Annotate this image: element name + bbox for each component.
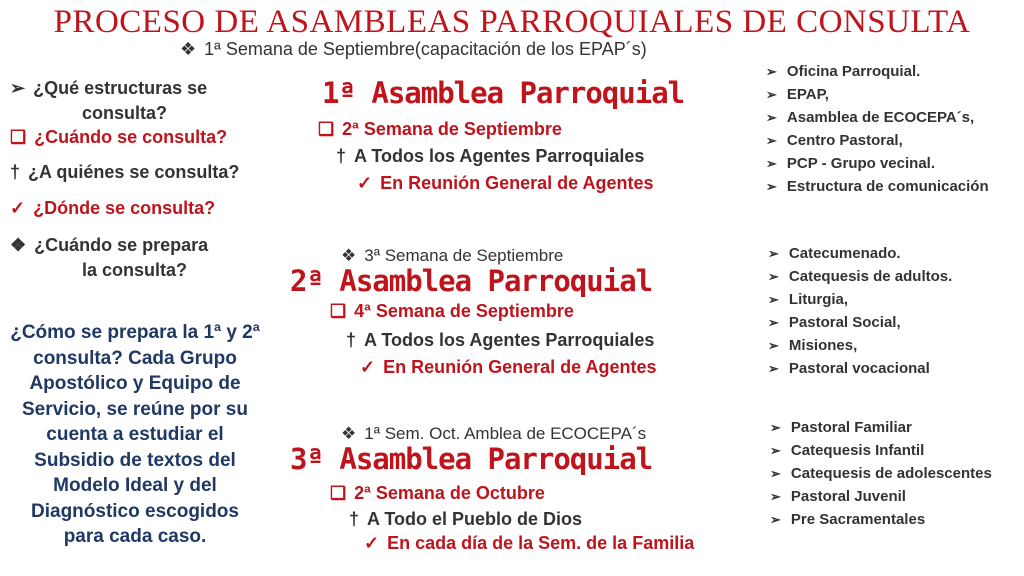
assembly-2-pre	[341, 246, 563, 266]
checkbox-bullet-icon: ❑	[10, 127, 27, 147]
list-item: ➢ Pastoral Familiar	[770, 416, 992, 439]
assembly-when-text: 2ª Semana de Octubre	[354, 483, 545, 503]
question-text: ¿Dónde se consulta?	[33, 198, 216, 218]
assembly-when-text: 2ª Semana de Septiembre	[342, 119, 562, 139]
assembly-pre-text: 3ª Semana de Septiembre	[364, 246, 564, 265]
question-where	[10, 198, 215, 219]
arrow-bullet-icon: ➢	[10, 78, 26, 98]
list-item: ➢ Asamblea de ECOCEPA´s,	[766, 106, 989, 129]
checkmark-bullet-icon: ✓	[360, 357, 376, 377]
diamond-bullet-icon: ❖	[341, 246, 357, 265]
arrow-bullet-icon: ➢	[768, 315, 779, 330]
assembly-2-when	[330, 301, 574, 322]
checkbox-bullet-icon: ❑	[330, 483, 347, 503]
arrow-bullet-icon: ➢	[768, 292, 779, 307]
list-item: ➢ Pastoral Juvenil	[770, 485, 992, 508]
assembly-3-who	[349, 509, 582, 530]
assembly-where-text: En cada día de la Sem. de la Familia	[387, 533, 695, 553]
question-text: ¿Cuándo se prepara	[34, 235, 209, 255]
assembly-where-text: En Reunión General de Agentes	[380, 173, 654, 193]
subtitle-text: 1ª Semana de Septiembre(capacitación de los EPAP´s)	[204, 39, 647, 59]
list-item: ➢ Pastoral Social,	[768, 311, 952, 334]
diamond-bullet-icon: ❖	[341, 424, 357, 443]
list-item: ➢ Catequesis Infantil	[770, 439, 992, 462]
assembly-3-when	[330, 483, 545, 504]
arrow-bullet-icon: ➢	[770, 420, 781, 435]
arrow-bullet-icon: ➢	[766, 87, 777, 102]
arrow-bullet-icon: ➢	[770, 466, 781, 481]
list-item: ➢ Catecumenado.	[768, 242, 952, 265]
arrow-bullet-icon: ➢	[766, 64, 777, 79]
list-item: ➢ Pastoral vocacional	[768, 357, 952, 380]
question-who	[10, 162, 239, 183]
checkmark-bullet-icon: ✓	[357, 173, 373, 193]
question-when	[10, 127, 227, 148]
arrow-bullet-icon: ➢	[770, 512, 781, 527]
assembly-3-where	[364, 533, 694, 554]
checkbox-bullet-icon: ❑	[318, 119, 335, 139]
assembly-who-text: A Todos los Agentes Parroquiales	[354, 146, 645, 166]
page-title: PROCESO DE ASAMBLEAS PARROQUIALES DE CONSULTA	[53, 4, 971, 40]
arrow-bullet-icon: ➢	[768, 269, 779, 284]
question-structures-cont: consulta?	[82, 103, 168, 123]
list-item: ➢ Pre Sacramentales	[770, 508, 992, 531]
list-item: ➢ Liturgia,	[768, 288, 952, 311]
assembly-1-heading: 1ª Asamblea Parroquial	[322, 76, 685, 110]
arrow-bullet-icon: ➢	[766, 156, 777, 171]
arrow-bullet-icon: ➢	[766, 179, 777, 194]
diamond-bullet-icon: ❖	[10, 235, 27, 255]
preparation-paragraph: ¿Cómo se prepara la 1ª y 2ª consulta? Cada Grupo Apostólico y Equipo de Servicio, se reúne por su cuenta a estudiar el Subsidio de textos del Modelo Ideal y del Diagnóstico escogidos para cada caso.	[10, 322, 260, 547]
list-item: ➢ Catequesis de adultos.	[768, 265, 952, 288]
assembly-3-heading: 3ª Asamblea Parroquial	[290, 442, 653, 476]
arrow-bullet-icon: ➢	[770, 443, 781, 458]
assembly-when-text: 4ª Semana de Septiembre	[354, 301, 574, 321]
assembly-who-text: A Todos los Agentes Parroquiales	[364, 330, 655, 350]
dagger-bullet-icon: †	[10, 162, 21, 182]
checkmark-bullet-icon: ✓	[364, 533, 380, 553]
assembly-2-where	[360, 357, 656, 378]
list-item: ➢ Centro Pastoral,	[766, 129, 989, 152]
arrow-bullet-icon: ➢	[766, 133, 777, 148]
question-structures	[10, 78, 207, 99]
assembly-1-when	[318, 119, 562, 140]
question-prepare-cont: la consulta?	[82, 260, 188, 280]
assembly-1-where	[357, 173, 653, 194]
arrow-bullet-icon: ➢	[768, 246, 779, 261]
checkmark-bullet-icon: ✓	[10, 198, 26, 218]
list-item: ➢ Estructura de comunicación	[766, 175, 989, 198]
assembly-who-text: A Todo el Pueblo de Dios	[367, 509, 583, 529]
assembly-pre-text: 1ª Sem. Oct. Amblea de ECOCEPA´s	[364, 424, 647, 443]
list-item: ➢ EPAP,	[766, 83, 989, 106]
assembly-2-heading: 2ª Asamblea Parroquial	[290, 264, 653, 298]
arrow-bullet-icon: ➢	[770, 489, 781, 504]
assembly-2-who	[346, 330, 654, 351]
diamond-bullet-icon: ❖	[180, 39, 197, 59]
list-item: ➢ Oficina Parroquial.	[766, 60, 989, 83]
assembly-2-structures	[768, 242, 952, 380]
assembly-3-structures	[770, 416, 992, 531]
arrow-bullet-icon: ➢	[768, 361, 779, 376]
list-item: ➢ Misiones,	[768, 334, 952, 357]
assembly-3-pre	[341, 424, 646, 444]
subtitle	[180, 39, 647, 60]
assembly-where-text: En Reunión General de Agentes	[383, 357, 657, 377]
dagger-bullet-icon: †	[346, 330, 357, 350]
assembly-1-who	[336, 146, 644, 167]
assembly-1-structures	[766, 60, 989, 198]
arrow-bullet-icon: ➢	[766, 110, 777, 125]
arrow-bullet-icon: ➢	[768, 338, 779, 353]
dagger-bullet-icon: †	[336, 146, 347, 166]
checkbox-bullet-icon: ❑	[330, 301, 347, 321]
question-text: ¿Qué estructuras se	[33, 78, 208, 98]
question-prepare	[10, 235, 208, 256]
list-item: ➢ Catequesis de adolescentes	[770, 462, 992, 485]
question-text: ¿Cuándo se consulta?	[34, 127, 228, 147]
list-item: ➢ PCP - Grupo vecinal.	[766, 152, 989, 175]
question-text: ¿A quiénes se consulta?	[28, 162, 240, 182]
dagger-bullet-icon: †	[349, 509, 360, 529]
